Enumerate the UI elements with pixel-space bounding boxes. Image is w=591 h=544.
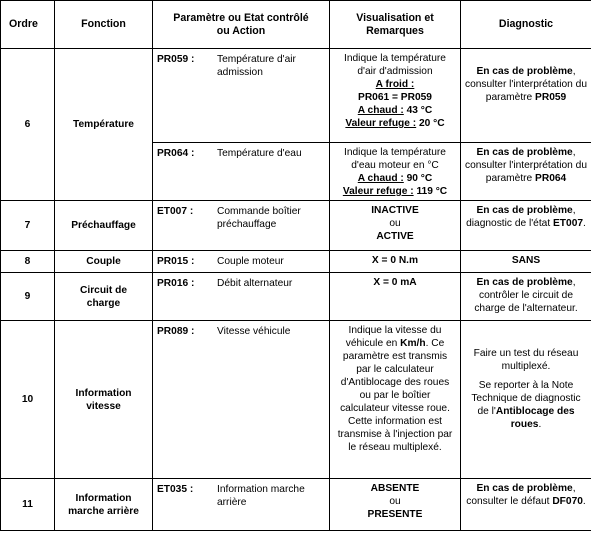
diagnostic-cell bbox=[461, 201, 591, 251]
ordre-cell: 8 bbox=[1, 251, 55, 273]
diagnostic-cell bbox=[461, 251, 591, 273]
vis-state-a: INACTIVE bbox=[371, 205, 419, 216]
header-diagnostic: Diagnostic bbox=[461, 1, 591, 49]
header-row bbox=[1, 1, 591, 49]
fonction-cell: Circuit de charge bbox=[55, 273, 153, 321]
header-fonction: Fonction bbox=[55, 1, 153, 49]
diag-end: . bbox=[582, 496, 586, 507]
diag-text: , consulter l'interprétation du paramètre bbox=[465, 147, 588, 184]
diag-value: SANS bbox=[511, 255, 541, 266]
vis-state-a: ABSENTE bbox=[370, 483, 420, 494]
parameter-code: ET007 : bbox=[157, 206, 194, 217]
parametre-cell bbox=[153, 321, 330, 479]
diag-text: , consulter l'interprétation du paramètre bbox=[465, 66, 588, 103]
diag-bold: En cas de problème bbox=[476, 205, 573, 216]
fonction-cell: Température bbox=[55, 49, 153, 201]
diag-line-2: Se reporter à la Note Technique de diagnostic de l' bbox=[471, 380, 581, 417]
parametre-cell bbox=[153, 251, 330, 273]
fonction-cell: Couple bbox=[55, 251, 153, 273]
diag-text: , diagnostic de l'état bbox=[466, 205, 576, 229]
vis-hot-label: A chaud : bbox=[357, 105, 404, 116]
diag-line-1: Faire un test du réseau multiplexé. bbox=[473, 348, 579, 372]
visualisation-cell bbox=[330, 479, 461, 531]
ordre-cell: 9 bbox=[1, 273, 55, 321]
diag-bold: En cas de problème bbox=[476, 277, 573, 288]
parameter-code: PR064 : bbox=[157, 148, 195, 159]
parametre-cell bbox=[153, 273, 330, 321]
parametre-cell bbox=[153, 143, 330, 201]
table-row bbox=[1, 479, 591, 531]
diag-ref: PR064 bbox=[535, 173, 567, 184]
ordre-cell: 7 bbox=[1, 201, 55, 251]
diag-ref: DF070 bbox=[552, 496, 583, 507]
parameter-code: PR016 : bbox=[157, 278, 195, 289]
diagnostic-cell bbox=[461, 273, 591, 321]
parameter-label: Débit alternateur bbox=[217, 278, 293, 289]
fonction-cell: Information marche arrière bbox=[55, 479, 153, 531]
vis-refuge-label: Valeur refuge : bbox=[342, 186, 414, 197]
diag-text: , consulter le défaut bbox=[466, 483, 576, 507]
table-row bbox=[1, 49, 591, 143]
vis-hot-label: A chaud : bbox=[357, 173, 404, 184]
parameter-code: ET035 : bbox=[157, 484, 194, 495]
diag-bold: En cas de problème bbox=[476, 66, 573, 77]
parameter-label: Couple moteur bbox=[217, 256, 284, 267]
ordre-cell: 6 bbox=[1, 49, 55, 201]
diag-line-2-end: . bbox=[538, 419, 542, 430]
visualisation-cell bbox=[330, 143, 461, 201]
vis-state-b: PRESENTE bbox=[367, 509, 423, 520]
vis-text-post: . Ce paramètre est transmis par le calculateur d'Antiblocage des roues ou par le boîtier calculateur vitesse roue. Cette information est transmise à l'injection par le réseau multiplexé. bbox=[337, 338, 453, 453]
parameter-label: Information marche arrière bbox=[217, 484, 305, 508]
diag-bold: En cas de problème bbox=[476, 483, 573, 494]
vis-unit: Km/h bbox=[400, 338, 426, 349]
vis-intro: Indique la température d'eau moteur en °C bbox=[344, 147, 446, 171]
vis-hot-value: 90 °C bbox=[403, 173, 433, 184]
parameter-label: Température d'air admission bbox=[217, 54, 296, 78]
vis-or: ou bbox=[389, 496, 401, 507]
fonction-cell: Information vitesse bbox=[55, 321, 153, 479]
diag-bold: En cas de problème bbox=[476, 147, 573, 158]
parameter-code: PR015 : bbox=[157, 256, 195, 267]
diagnostic-cell bbox=[461, 321, 591, 479]
table-row bbox=[1, 201, 591, 251]
vis-text-pre: Indique la vitesse du véhicule en bbox=[345, 325, 442, 349]
visualisation-cell bbox=[330, 321, 461, 479]
parameter-code: PR059 : bbox=[157, 54, 195, 65]
parameter-label: Température d'eau bbox=[217, 148, 302, 159]
vis-cold-value: PR061 = PR059 bbox=[358, 92, 432, 103]
header-visualisation: Visualisation et Remarques bbox=[330, 1, 461, 49]
diag-ref: ET007 bbox=[553, 218, 584, 229]
parametre-cell bbox=[153, 201, 330, 251]
vis-value: X = 0 N.m bbox=[371, 255, 419, 266]
header-parametre: Paramètre ou Etat contrôlé ou Action bbox=[153, 1, 330, 49]
vis-intro: Indique la température d'air d'admission bbox=[344, 53, 446, 77]
vis-or: ou bbox=[389, 218, 401, 229]
parameter-code: PR089 : bbox=[157, 326, 195, 337]
diag-ref: PR059 bbox=[535, 92, 567, 103]
vis-hot-value: 43 °C bbox=[403, 105, 433, 116]
visualisation-cell bbox=[330, 273, 461, 321]
parametre-cell bbox=[153, 479, 330, 531]
visualisation-cell bbox=[330, 251, 461, 273]
ordre-cell: 11 bbox=[1, 479, 55, 531]
diag-end: . bbox=[583, 218, 586, 229]
diagnostic-cell bbox=[461, 49, 591, 143]
fonction-cell: Préchauffage bbox=[55, 201, 153, 251]
vis-refuge-value: 119 °C bbox=[413, 186, 448, 197]
parameter-label: Vitesse véhicule bbox=[217, 326, 291, 337]
vis-value: X = 0 mA bbox=[373, 277, 417, 288]
diagnostic-cell bbox=[461, 479, 591, 531]
parameter-label: Commande boîtier préchauffage bbox=[217, 206, 301, 230]
diagnostic-cell bbox=[461, 143, 591, 201]
diag-text: , contrôler le circuit de charge de l'alternateur. bbox=[474, 277, 578, 314]
table-row bbox=[1, 321, 591, 479]
header-ordre: Ordre bbox=[1, 1, 55, 49]
vis-cold-label: A froid : bbox=[375, 79, 415, 90]
ordre-cell: 10 bbox=[1, 321, 55, 479]
visualisation-cell bbox=[330, 201, 461, 251]
vis-refuge-value: 20 °C bbox=[416, 118, 445, 129]
table-row bbox=[1, 273, 591, 321]
table-row bbox=[1, 251, 591, 273]
visualisation-cell bbox=[330, 49, 461, 143]
vis-state-b: ACTIVE bbox=[376, 231, 414, 242]
vis-refuge-label: Valeur refuge : bbox=[345, 118, 417, 129]
parametre-cell bbox=[153, 49, 330, 143]
diag-line-2-bold: Antiblocage des roues bbox=[495, 406, 575, 430]
